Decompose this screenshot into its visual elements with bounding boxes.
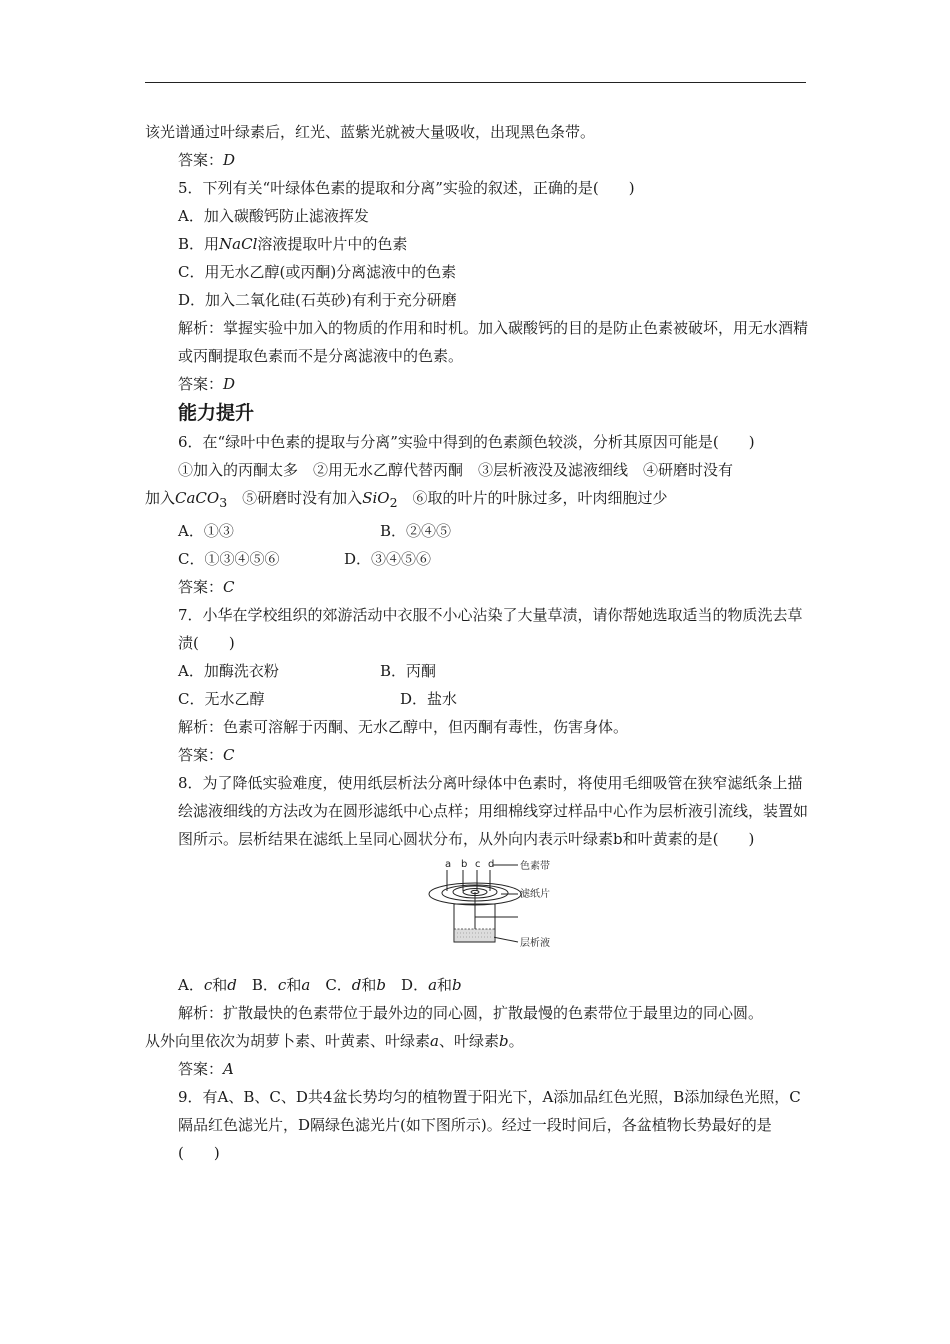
q5-option-a: A．加入碳酸钙防止滤液挥发 — [178, 207, 369, 225]
q7-answer: 答案：C — [178, 746, 235, 764]
q5-analysis: 解析：掌握实验中加入的物质的作用和时机。加入碳酸钙的目的是防止色素被破坏，用无水酒精或丙酮提取色素而不是分离滤液中的色素。 — [178, 319, 809, 365]
q7-option-a: A．加酶洗衣粉 — [178, 662, 279, 680]
band-letter-b: b — [461, 859, 468, 870]
q8-options: A．c和d B．c和a C．d和b D．a和b — [178, 976, 462, 994]
q7-analysis: 解析：色素可溶解于丙酮、无水乙醇中，但丙酮有毒性，伤害身体。 — [178, 718, 629, 736]
q8-stem: 8．为了降低实验难度，使用纸层析法分离叶绿体中色素时，将使用毛细吸管在狭窄滤纸条上描绘滤液细线的方法改为在圆形滤纸中心点样；用细棉线穿过样品中心作为层析液引流线，装置如图所示。层析结果在滤纸上呈同心圆状分布，从外向内表示叶绿素b和叶黄素的是( ) — [178, 774, 809, 848]
q6-items-line1: ①加入的丙酮太多 ②用无水乙醇代替丙酮 ③层析液没及滤液细线 ④研磨时没有 — [178, 461, 734, 479]
solvent-liquid — [454, 929, 495, 942]
band-letter-a: a — [445, 859, 452, 870]
band-letter-c: c — [475, 859, 481, 870]
q5-stem: 5．下列有关“叶绿体色素的提取和分离”实验的叙述，正确的是( ) — [178, 179, 635, 197]
band-letter-d: d — [488, 859, 495, 870]
q6-option-b: B．②④⑤ — [380, 522, 452, 540]
chromatography-diagram — [417, 857, 587, 969]
q6-options-row2 — [145, 545, 811, 573]
q5-option-d: D．加入二氧化硅(石英砂)有利于充分研磨 — [178, 291, 457, 309]
label-paper: 滤纸片 — [520, 889, 550, 900]
q6-option-c: C．①③④⑤⑥ — [178, 550, 280, 568]
chromatography-figure — [145, 857, 811, 969]
q7-option-c: C．无水乙醇 — [178, 690, 265, 708]
q7-option-d: D．盐水 — [400, 690, 458, 708]
q7-options-row2 — [145, 685, 811, 713]
q7-option-b: B．丙酮 — [380, 662, 437, 680]
label-bands: 色素带 — [520, 861, 550, 872]
label-solvent: 层析液 — [520, 938, 550, 949]
q5-answer: 答案：D — [178, 375, 236, 393]
q6-items-line2: 加入CaCO$_3$ ⑤研磨时没有加入SiO$_2$ ⑥取的叶片的叶脉过多，叶肉细胞过少 — [145, 489, 668, 510]
q6-answer: 答案：C — [178, 578, 235, 596]
intro-line: 该光谱通过叶绿素后，红光、蓝紫光就被大量吸收，出现黑色条带。 — [145, 123, 596, 141]
q6-stem: 6．在“绿叶中色素的提取与分离”实验中得到的色素颜色较淡，分析其原因可能是( ) — [178, 433, 755, 451]
section-title: 能力提升 — [178, 402, 255, 424]
q8-analysis-line2: 从外向里依次为胡萝卜素、叶黄素、叶绿素a、叶绿素b。 — [145, 1032, 524, 1050]
q5-option-b: B．用NaCl溶液提取叶片中的色素 — [178, 235, 408, 253]
document-body — [145, 118, 811, 1167]
q6-option-a: A．①③ — [178, 522, 234, 540]
q6-options-row1 — [145, 517, 811, 545]
q7-options-row1 — [145, 657, 811, 685]
q7-stem: 7．小华在学校组织的郊游活动中衣服不小心沾染了大量草渍，请你帮她选取适当的物质洗去草渍( ) — [178, 606, 803, 652]
q8-analysis-line1: 解析：扩散最快的色素带位于最外边的同心圆，扩散最慢的色素带位于最里边的同心圆。 — [178, 1004, 764, 1022]
q5-option-c: C．用无水乙醇(或丙酮)分离滤液中的色素 — [178, 263, 457, 281]
header-rule — [145, 82, 806, 83]
q6-option-d: D．③④⑤⑥ — [344, 550, 432, 568]
q4-answer: 答案：D — [178, 151, 236, 169]
q9-stem: 9．有A、B、C、D共4盆长势均匀的植物置于阳光下，A添加品红色光照，B添加绿色光照，C隔品红色滤光片，D隔绿色滤光片(如下图所示)。经过一段时间后，各盆植物长势最好的是( ) — [178, 1088, 801, 1162]
q8-answer: 答案：A — [178, 1060, 234, 1078]
